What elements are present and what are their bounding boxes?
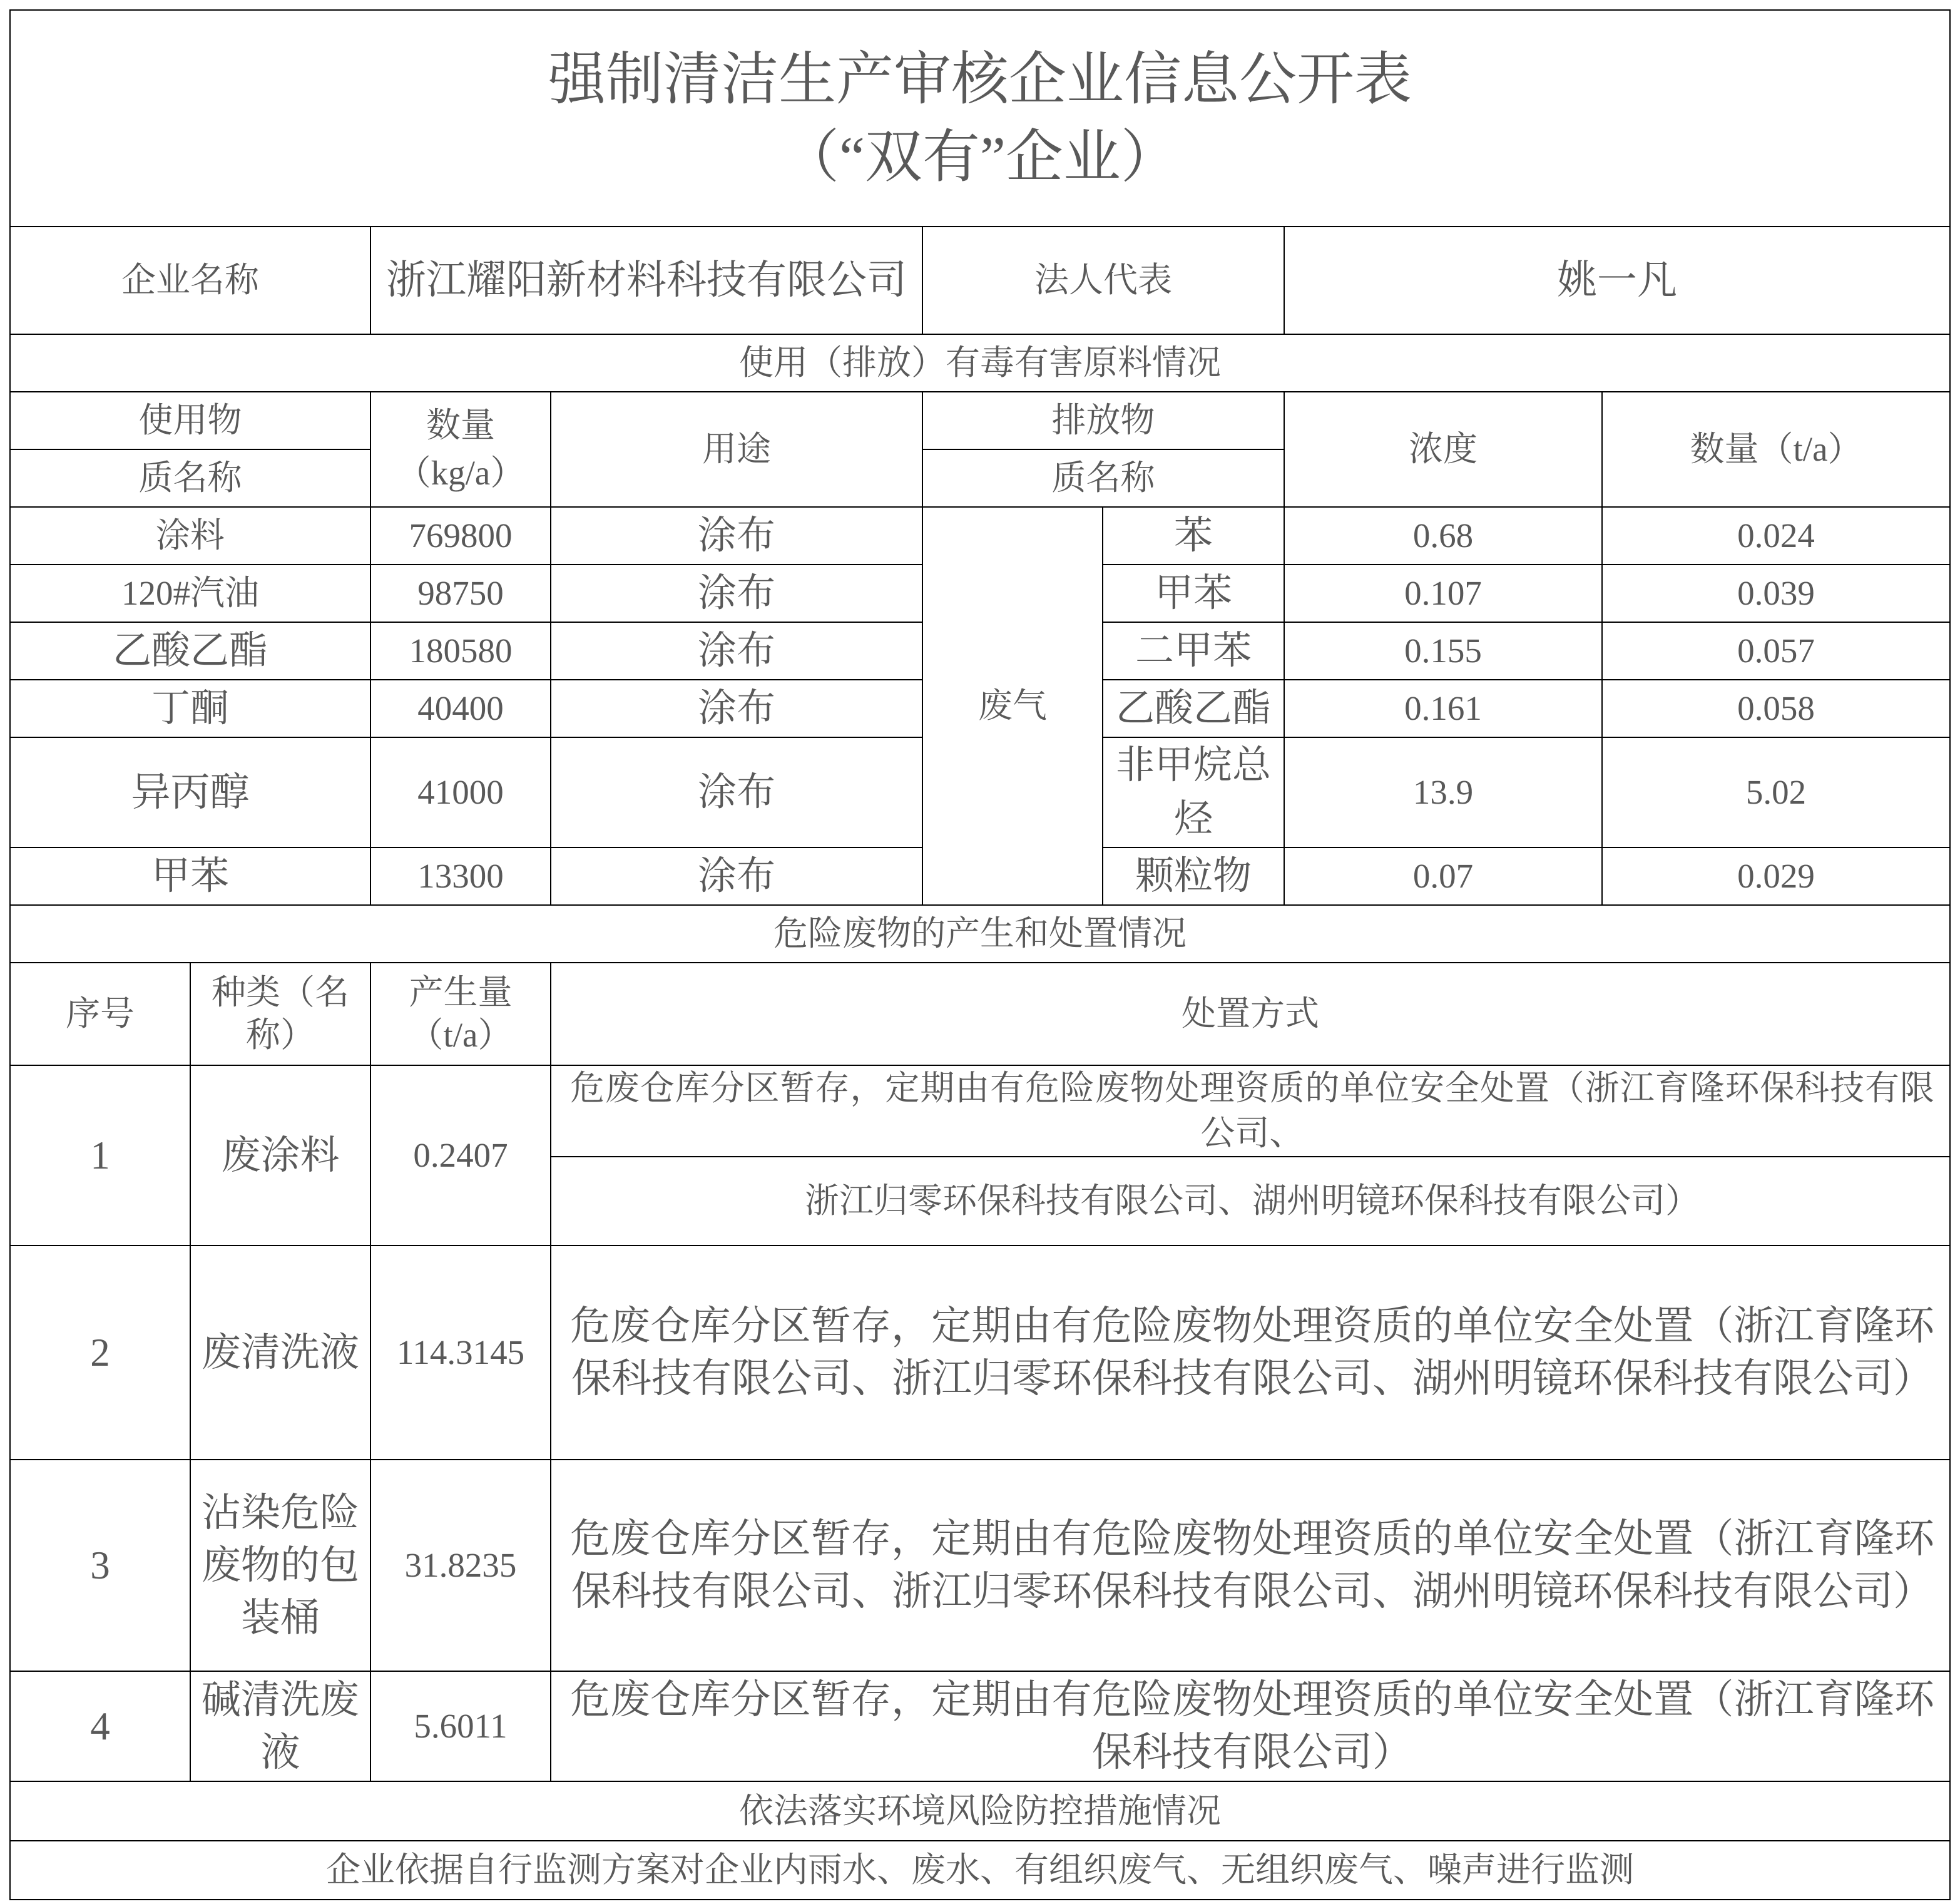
- waste-disposal-line: 保科技有限公司）: [1092, 1730, 1412, 1774]
- header-used-substance-line2: 质名称: [10, 449, 370, 507]
- legal-rep-label: 法人代表: [922, 227, 1284, 334]
- table-row: [10, 507, 1950, 565]
- emission-category: 废气: [922, 507, 1103, 905]
- table-row: [10, 1460, 1950, 1671]
- waste-amount: 114.3145: [370, 1246, 551, 1460]
- emitted-name-line: 苯: [1173, 514, 1213, 557]
- waste-disposal-line: 保科技有限公司、浙江归零环保科技有限公司、湖州明镜环保科技有限公司）: [571, 1569, 1933, 1614]
- waste-disposal-line: 危废仓库分区暂存，定期由有危险废物处理资质的单位安全处置（浙江育隆环: [570, 1677, 1935, 1722]
- waste-disposal: [551, 1065, 1950, 1157]
- waste-seq: 3: [10, 1460, 190, 1671]
- company-name-label: 企业名称: [10, 227, 370, 334]
- waste-disposal-line: 危废仓库分区暂存，定期由有危险废物处理资质的单位安全处置（浙江育隆环保科技有限: [570, 1069, 1935, 1107]
- waste-name-line: 装桶: [241, 1596, 320, 1640]
- waste-disposal: [551, 1246, 1950, 1460]
- emitted-concentration: 0.107: [1284, 565, 1602, 622]
- emitted-quantity: 0.024: [1602, 507, 1950, 565]
- waste-disposal: [551, 1671, 1950, 1781]
- waste-name-line: 液: [260, 1731, 300, 1774]
- legal-rep-value: 姚一凡: [1284, 227, 1950, 334]
- waste-seq: 1: [10, 1065, 190, 1246]
- section-title-toxic-materials: 使用（排放）有毒有害原料情况: [10, 334, 1950, 392]
- header-waste-type-line: 种类（名: [211, 973, 349, 1011]
- waste-name-line: 碱清洗废: [202, 1678, 359, 1722]
- table-row: [10, 1671, 1950, 1781]
- waste-amount: 5.6011: [370, 1671, 551, 1781]
- used-quantity: 41000: [370, 737, 551, 847]
- header-used-substance-line1: 使用物: [10, 392, 370, 449]
- waste-amount: 0.2407: [370, 1065, 551, 1246]
- emitted-substance-name: [1103, 680, 1284, 737]
- emitted-quantity: 0.058: [1602, 680, 1950, 737]
- emitted-quantity: 0.057: [1602, 622, 1950, 680]
- used-quantity: 98750: [370, 565, 551, 622]
- waste-disposal: [551, 1460, 1950, 1671]
- used-substance-name: 120#汽油: [10, 565, 370, 622]
- table-row: [10, 1065, 1950, 1157]
- header-waste-amount: [370, 963, 551, 1065]
- waste-name: [190, 1246, 370, 1460]
- waste-disposal-line: 危废仓库分区暂存，定期由有危险废物处理资质的单位安全处置（浙江育隆环: [570, 1304, 1935, 1348]
- emitted-quantity: 0.039: [1602, 565, 1950, 622]
- used-purpose: 涂布: [551, 680, 922, 737]
- title-line-2: （“双有”企业）: [782, 125, 1178, 189]
- risk-control-content: 企业依据自行监测方案对企业内雨水、废水、有组织废气、无组织废气、噪声进行监测: [10, 1841, 1950, 1900]
- used-substance-name: 甲苯: [10, 847, 370, 905]
- waste-disposal-line: 危废仓库分区暂存，定期由有危险废物处理资质的单位安全处置（浙江育隆环: [570, 1517, 1935, 1561]
- header-concentration: 浓度: [1284, 392, 1602, 507]
- company-name-value: 浙江耀阳新材料科技有限公司: [370, 227, 922, 334]
- waste-name: [190, 1671, 370, 1781]
- header-purpose: 用途: [551, 392, 922, 507]
- emitted-concentration: 0.155: [1284, 622, 1602, 680]
- waste-name-line: 废物的包: [202, 1543, 359, 1587]
- header-quantity-line1: 数量: [426, 406, 495, 444]
- waste-name: [190, 1460, 370, 1671]
- section-title-hazardous-waste: 危险废物的产生和处置情况: [10, 905, 1950, 963]
- header-quantity-line2: （kg/a）: [396, 454, 525, 492]
- emitted-substance-name: [1103, 622, 1284, 680]
- header-waste-type-line: 称）: [245, 1016, 315, 1054]
- emitted-substance-name: [1103, 565, 1284, 622]
- emitted-name-line: 甲苯: [1154, 572, 1232, 615]
- emitted-substance-name: [1103, 737, 1284, 847]
- header-emitted-substance-line2: 质名称: [922, 449, 1284, 507]
- section-title-risk-control: 依法落实环境风险防控措施情况: [10, 1781, 1950, 1841]
- header-seq: 序号: [10, 963, 190, 1065]
- header-emitted-substance-line1: 排放物: [922, 392, 1284, 449]
- emitted-concentration: 0.68: [1284, 507, 1602, 565]
- header-waste-amount-line: （t/a）: [409, 1016, 513, 1054]
- emitted-substance-name: [1103, 847, 1284, 905]
- header-quantity-kg: [370, 392, 551, 507]
- waste-disposal-line: 保科技有限公司、浙江归零环保科技有限公司、湖州明镜环保科技有限公司）: [571, 1356, 1933, 1401]
- emitted-name-line: 二甲苯: [1135, 630, 1252, 672]
- header-disposal: 处置方式: [551, 963, 1950, 1065]
- used-quantity: 180580: [370, 622, 551, 680]
- emitted-substance-name: [1103, 507, 1284, 565]
- waste-amount: 31.8235: [370, 1460, 551, 1671]
- emitted-name-line: 乙酸乙酯: [1115, 687, 1271, 730]
- header-waste-type: [190, 963, 370, 1065]
- emitted-name-line: 烃: [1173, 798, 1213, 841]
- waste-name-line: 废清洗液: [202, 1331, 359, 1374]
- used-purpose: 涂布: [551, 565, 922, 622]
- used-substance-name: 丁酮: [10, 680, 370, 737]
- waste-seq: 2: [10, 1246, 190, 1460]
- waste-disposal-continued: 浙江归零环保科技有限公司、湖州明镜环保科技有限公司）: [551, 1157, 1950, 1246]
- emitted-name-line: 非甲烷总: [1115, 744, 1271, 787]
- waste-name-line: 沾染危险: [202, 1491, 359, 1535]
- emitted-concentration: 13.9: [1284, 737, 1602, 847]
- waste-seq: 4: [10, 1671, 190, 1781]
- used-substance-name: 涂料: [10, 507, 370, 565]
- waste-name-line: 废涂料: [221, 1134, 340, 1177]
- waste-disposal-line: 公司、: [1200, 1114, 1304, 1152]
- disclosure-table: [9, 9, 1951, 1900]
- used-purpose: 涂布: [551, 507, 922, 565]
- used-purpose: 涂布: [551, 737, 922, 847]
- used-quantity: 769800: [370, 507, 551, 565]
- header-emission-quantity: 数量（t/a）: [1602, 392, 1950, 507]
- used-quantity: 13300: [370, 847, 551, 905]
- emitted-concentration: 0.161: [1284, 680, 1602, 737]
- header-waste-amount-line: 产生量: [409, 973, 513, 1011]
- used-quantity: 40400: [370, 680, 551, 737]
- emitted-quantity: 0.029: [1602, 847, 1950, 905]
- waste-name: [190, 1065, 370, 1246]
- emitted-quantity: 5.02: [1602, 737, 1950, 847]
- document-title: [10, 10, 1950, 227]
- used-purpose: 涂布: [551, 622, 922, 680]
- title-line-1: 强制清洁生产审核企业信息公开表: [548, 48, 1412, 111]
- emitted-name-line: 颗粒物: [1135, 855, 1252, 898]
- used-purpose: 涂布: [551, 847, 922, 905]
- table-row: [10, 1246, 1950, 1460]
- emitted-concentration: 0.07: [1284, 847, 1602, 905]
- used-substance-name: 异丙醇: [10, 737, 370, 847]
- used-substance-name: 乙酸乙酯: [10, 622, 370, 680]
